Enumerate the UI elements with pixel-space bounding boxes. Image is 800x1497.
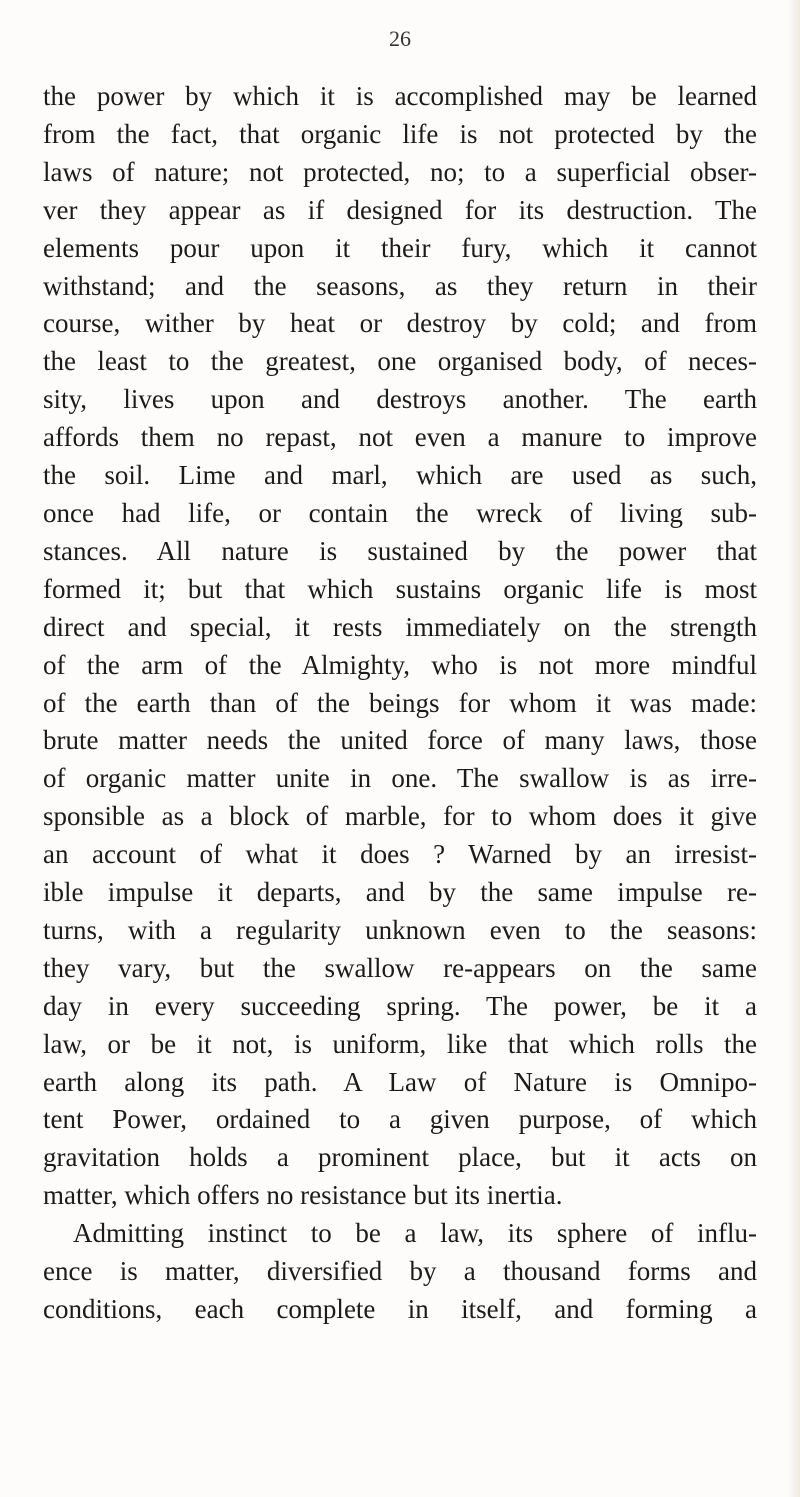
- text-line: once had life, or contain the wreck of living sub-: [43, 497, 757, 528]
- paragraph-start-line: Admitting instinct to be a law, its sphere of influ-: [73, 1218, 757, 1249]
- text-line: turns, with a regularity unknown even to the seasons:: [43, 914, 757, 945]
- text-line: tent Power, ordained to a given purpose, of which: [43, 1104, 757, 1135]
- text-line: from the fact, that organic life is not protected by the: [43, 118, 757, 149]
- text-line: formed it; but that which sustains organic life is most: [43, 573, 757, 604]
- text-line: affords them no repast, not even a manure to improve: [43, 422, 757, 453]
- text-line: earth along its path. A Law of Nature is Omnipo-: [43, 1066, 757, 1097]
- text-line: the least to the greatest, one organised body, of neces-: [43, 346, 757, 377]
- text-line: matter, which offers no resistance but its inertia.: [43, 1180, 563, 1211]
- text-line: sity, lives upon and destroys another. The earth: [43, 384, 757, 415]
- page-number: 26: [389, 26, 411, 51]
- text-line: course, wither by heat or destroy by cold; and from: [43, 308, 757, 339]
- text-line: direct and special, it rests immediately on the strength: [43, 611, 757, 642]
- text-line: sponsible as a block of marble, for to whom does it give: [43, 801, 757, 832]
- text-line: conditions, each complete in itself, and forming a: [43, 1294, 757, 1324]
- text-line: of organic matter unite in one. The swallow is as irre-: [43, 763, 757, 794]
- text-line: of the earth than of the beings for whom it was made:: [43, 687, 757, 718]
- text-line: brute matter needs the united force of many laws, those: [43, 725, 757, 756]
- text-line: day in every succeeding spring. The power, be it a: [43, 990, 757, 1021]
- text-line: gravitation holds a prominent place, but it acts on: [43, 1142, 757, 1173]
- text-line: stances. All nature is sustained by the power that: [43, 535, 757, 566]
- text-line: elements pour upon it their fury, which it cannot: [43, 232, 757, 263]
- text-line: they vary, but the swallow re-appears on the same: [43, 952, 757, 983]
- text-line: ible impulse it departs, and by the same impulse re-: [43, 877, 757, 908]
- text-line: laws of nature; not protected, no; to a superficial obser-: [43, 156, 757, 187]
- text-line: ence is matter, diversified by a thousand forms and: [43, 1256, 757, 1287]
- page-edge-shadow: [788, 0, 800, 1497]
- text-line: an account of what it does ? Warned by an irresist-: [43, 839, 757, 870]
- text-line: the power by which it is accomplished may be learned: [43, 81, 757, 111]
- text-line: the soil. Lime and marl, which are used as such,: [43, 460, 757, 491]
- body-text: [43, 78, 757, 1329]
- text-line: law, or be it not, is uniform, like that which rolls the: [43, 1028, 757, 1059]
- text-line: ver they appear as if designed for its destruction. The: [43, 194, 757, 225]
- text-line: of the arm of the Almighty, who is not more mindful: [43, 649, 757, 680]
- text-line: withstand; and the seasons, as they return in their: [43, 270, 757, 301]
